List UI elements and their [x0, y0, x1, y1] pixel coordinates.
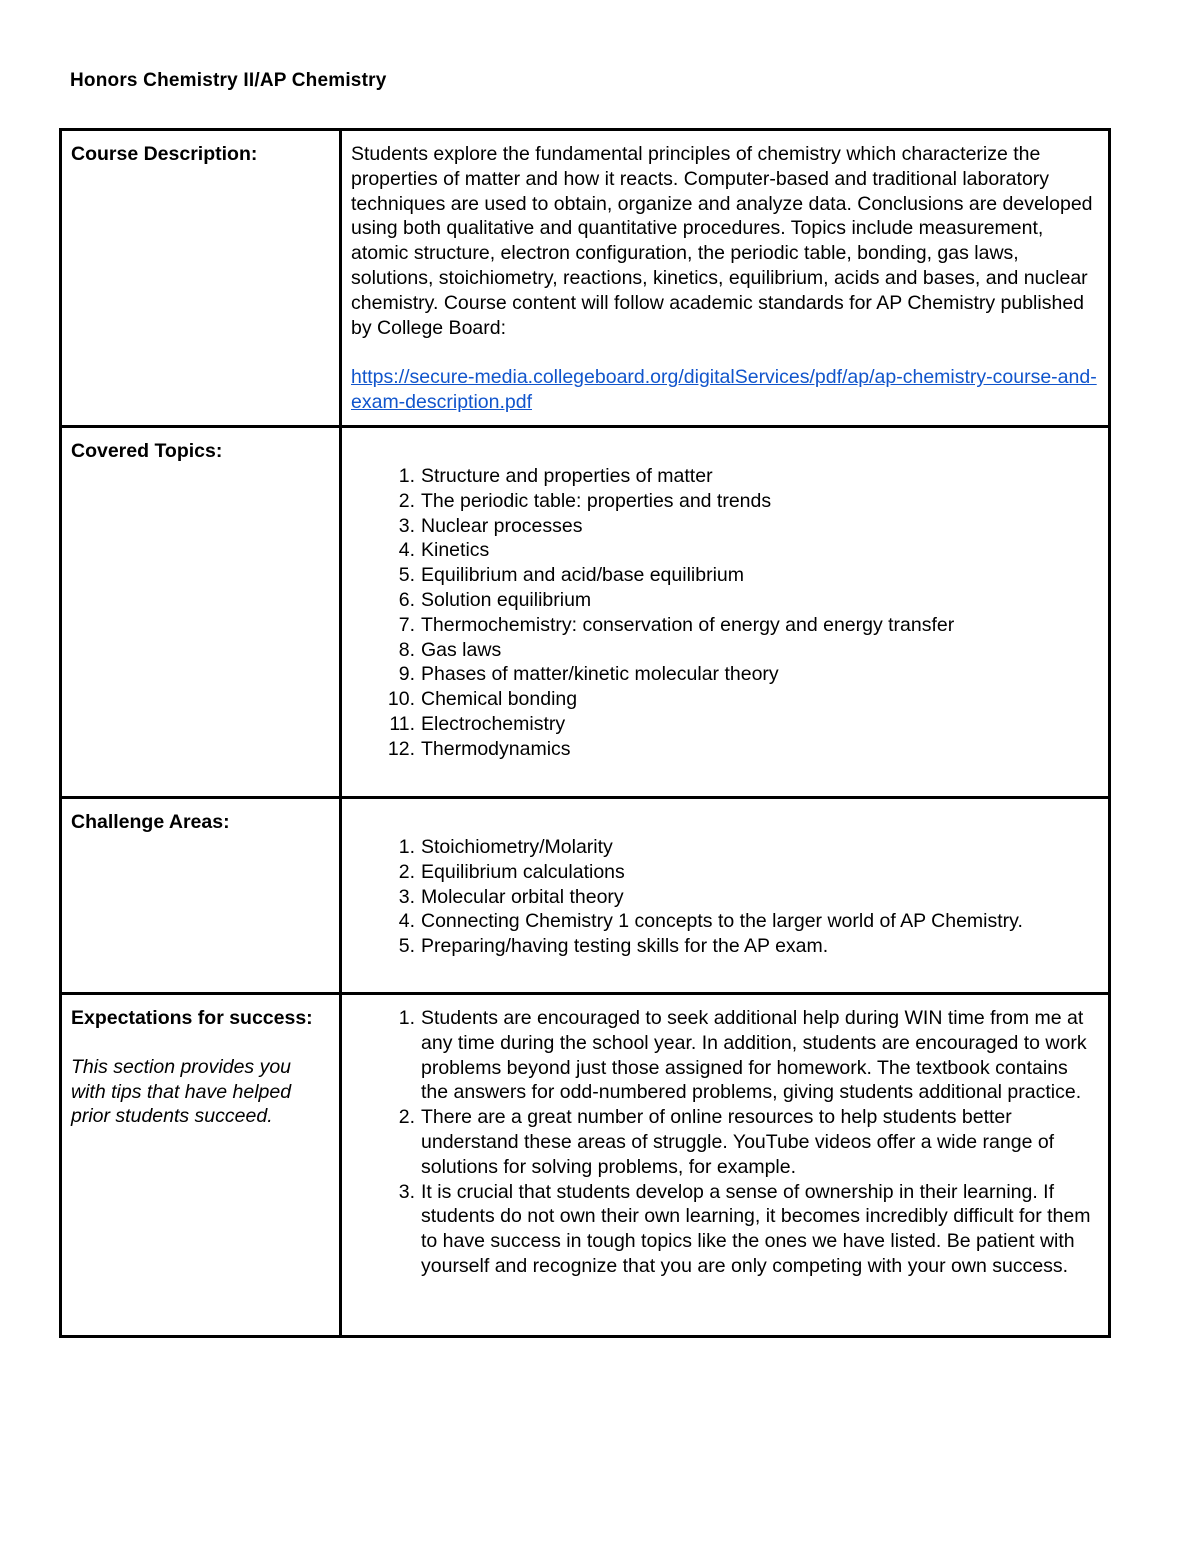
- list-item-number: 5.: [398, 564, 415, 587]
- list-item-text: Equilibrium and acid/base equilibrium: [421, 564, 745, 587]
- list-item: [351, 638, 1098, 663]
- list-item-number: 2.: [398, 489, 415, 512]
- list-item-number: 4.: [398, 910, 415, 933]
- ap-chemistry-ced-link[interactable]: https://secure-media.collegeboard.org/digitalServices/pdf/ap/ap-chemistry-course-and-exam-description.pdf: [351, 366, 1097, 414]
- covered-topics-row: [61, 426, 1110, 797]
- list-item: [351, 860, 1098, 885]
- course-description-row: [61, 130, 1110, 427]
- expectations-note: This section provides you with tips that have helped prior students succeed.: [71, 1055, 292, 1128]
- list-item-number: 1.: [398, 1006, 415, 1029]
- list-item-number: 3.: [398, 1180, 415, 1203]
- expectations-row: [61, 993, 1110, 1336]
- list-item-text: Students are encouraged to seek additional help during WIN time from me at any time during the school year. In addition, students are encouraged to work problems beyond just those assigned for homework. The textbook contains the answers for odd-numbered problems, giving students additional practice.: [421, 1006, 1087, 1104]
- covered-topics-label: Covered Topics:: [71, 439, 223, 462]
- course-description-label-cell: [61, 130, 341, 427]
- list-item: [351, 1105, 1098, 1179]
- list-item-number: 12.: [387, 737, 415, 760]
- challenge-areas-row: [61, 797, 1110, 993]
- list-item: [351, 514, 1098, 539]
- list-item: [351, 538, 1098, 563]
- list-item: [351, 489, 1098, 514]
- covered-topics-label-cell: [61, 426, 341, 797]
- list-item-text: Thermochemistry: conservation of energy and energy transfer: [421, 613, 955, 636]
- challenge-areas-list: [351, 835, 1098, 959]
- list-item: [351, 563, 1098, 588]
- list-item: [351, 687, 1098, 712]
- course-description-text: Students explore the fundamental principles of chemistry which characterize the properties of matter and how it reacts. Computer-based and traditional laboratory techniques are used to obtain, organize and analyze data. Conclusions are developed using both qualitative and quantitative procedures. Topics include measurement, atomic structure, electron configuration, the periodic table, bonding, gas laws, solutions, stoichiometry, reactions, kinetics, equilibrium, acids and bases, and nuclear chemistry. Course content will follow academic standards for AP Chemistry published by College Board:: [351, 143, 1093, 339]
- expectations-label: Expectations for success:: [71, 1006, 313, 1029]
- list-item-number: 3.: [398, 514, 415, 537]
- list-item-text: Phases of matter/kinetic molecular theory: [421, 663, 779, 686]
- list-item-text: Nuclear processes: [421, 514, 583, 537]
- covered-topics-list: [351, 464, 1098, 762]
- list-item-text: Equilibrium calculations: [421, 860, 625, 883]
- list-item-text: Thermodynamics: [421, 737, 571, 760]
- page-title: Honors Chemistry II/AP Chemistry: [70, 70, 387, 91]
- list-item: [351, 588, 1098, 613]
- list-item-text: The periodic table: properties and trends: [421, 489, 772, 512]
- list-item: [351, 464, 1098, 489]
- list-item: [351, 712, 1098, 737]
- list-item: [351, 1180, 1098, 1279]
- covered-topics-content-cell: [341, 426, 1110, 797]
- course-description-content-cell: [341, 130, 1110, 427]
- challenge-areas-label-cell: [61, 797, 341, 993]
- list-item-text: Kinetics: [421, 539, 490, 562]
- list-item: [351, 934, 1098, 959]
- list-item-number: 2.: [398, 1106, 415, 1129]
- list-item-number: 9.: [398, 663, 415, 686]
- challenge-areas-label: Challenge Areas:: [71, 810, 230, 833]
- expectations-list: [351, 1006, 1098, 1279]
- list-item-number: 6.: [398, 588, 415, 611]
- list-item-text: Solution equilibrium: [421, 588, 592, 611]
- list-item-text: Preparing/having testing skills for the AP exam.: [421, 935, 829, 958]
- list-item: [351, 885, 1098, 910]
- list-item-number: 2.: [398, 860, 415, 883]
- list-item-text: Connecting Chemistry 1 concepts to the larger world of AP Chemistry.: [421, 910, 1023, 933]
- list-item-number: 8.: [398, 638, 415, 661]
- list-item: [351, 613, 1098, 638]
- list-item-number: 4.: [398, 539, 415, 562]
- list-item-text: Molecular orbital theory: [421, 885, 624, 908]
- list-item: [351, 909, 1098, 934]
- list-item-text: Structure and properties of matter: [421, 464, 713, 487]
- list-item-text: It is crucial that students develop a sense of ownership in their learning. If students do not own their own learning, it becomes incredibly difficult for them to have success in tough topics like the ones we have listed. Be patient with yourself and recognize that you are only competing with your own success.: [421, 1180, 1091, 1277]
- challenge-areas-content-cell: [341, 797, 1110, 993]
- expectations-content-cell: [341, 993, 1110, 1336]
- list-item-number: 3.: [398, 885, 415, 908]
- list-item-text: There are a great number of online resources to help students better understand these areas of struggle. YouTube videos offer a wide range of solutions for solving problems, for example.: [421, 1106, 1055, 1178]
- list-item: [351, 1006, 1098, 1105]
- list-item-number: 7.: [398, 613, 415, 636]
- list-item: [351, 662, 1098, 687]
- list-item-number: 10.: [387, 688, 415, 711]
- list-item-text: Electrochemistry: [421, 712, 566, 735]
- course-description-label: Course Description:: [71, 143, 258, 165]
- course-info-table: [59, 128, 1111, 1338]
- list-item-number: 11.: [389, 712, 415, 735]
- expectations-label-cell: [61, 993, 341, 1336]
- list-item-number: 1.: [398, 464, 415, 487]
- list-item-text: Chemical bonding: [421, 688, 578, 711]
- list-item-text: Stoichiometry/Molarity: [421, 835, 613, 858]
- list-item-number: 1.: [398, 835, 415, 858]
- list-item: [351, 835, 1098, 860]
- list-item-text: Gas laws: [421, 638, 502, 661]
- list-item: [351, 737, 1098, 762]
- list-item-number: 5.: [398, 935, 415, 958]
